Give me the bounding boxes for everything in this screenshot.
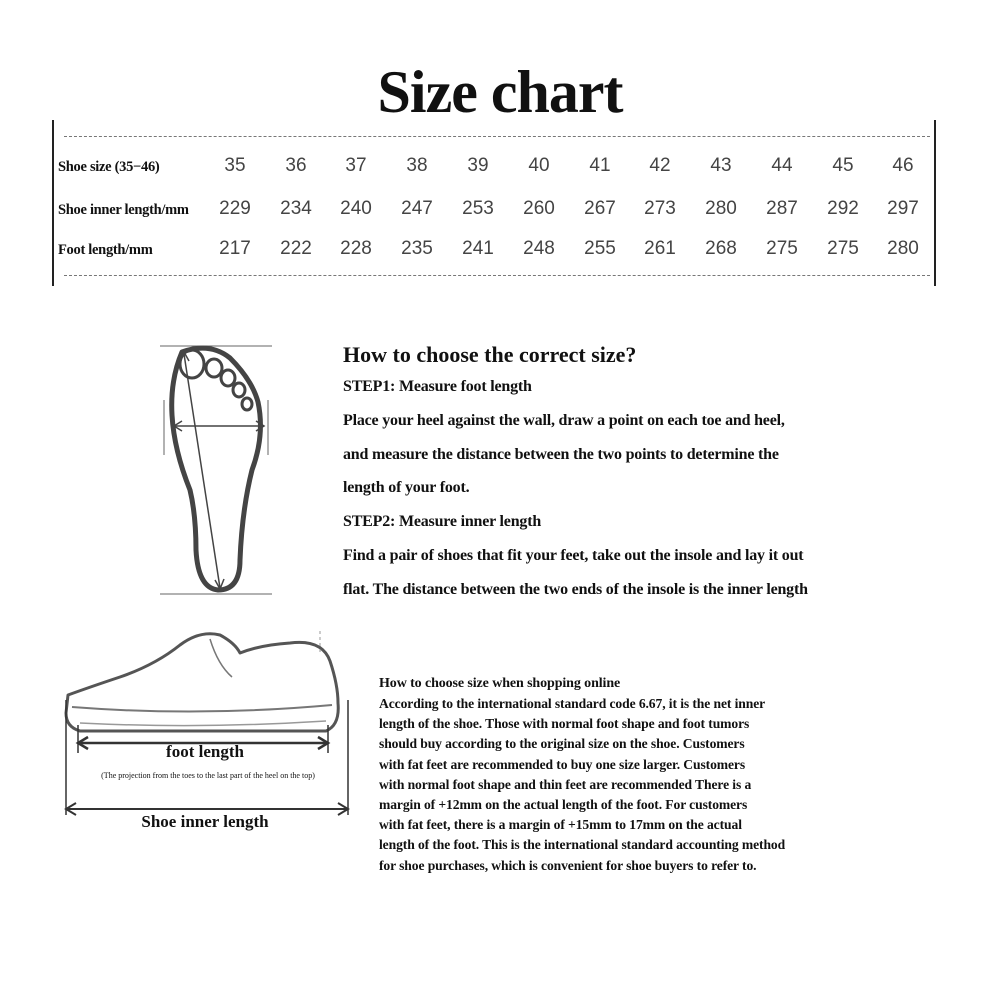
table-cell: 287 <box>766 198 798 219</box>
howto-section <box>343 340 983 607</box>
online-line: length of the foot. This is the international standard accounting method <box>379 837 786 853</box>
table-cell: 247 <box>401 198 433 219</box>
table-row-shoe-size <box>58 155 938 185</box>
inner-length-label: Shoe inner length <box>141 812 269 831</box>
table-left-border <box>52 120 54 286</box>
online-shopping-section <box>379 674 899 876</box>
table-cell: 248 <box>523 238 555 259</box>
howto-line: and measure the distance between the two points to determine the <box>343 445 779 463</box>
row-label: Shoe size (35−46) <box>58 159 160 175</box>
table-cell: 41 <box>589 155 611 176</box>
howto-line: flat. The distance between the two ends of the insole is the inner length <box>343 580 808 598</box>
table-cell: 280 <box>705 198 737 219</box>
table-cell: 46 <box>892 155 914 176</box>
online-line: with fat feet are recommended to buy one size larger. Customers <box>379 756 746 772</box>
table-cell: 275 <box>827 238 859 259</box>
table-cell: 275 <box>766 238 798 259</box>
table-cell: 267 <box>584 198 616 219</box>
shoe-outline-icon <box>60 625 360 820</box>
table-row-foot-length <box>58 238 938 268</box>
table-cell: 235 <box>401 238 433 259</box>
foot-measure-illustration <box>160 340 275 605</box>
table-cell: 35 <box>224 155 246 176</box>
foot-outline-icon <box>160 340 275 600</box>
howto-line: Place your heel against the wall, draw a point on each toe and heel, <box>343 411 785 429</box>
row-label: Foot length/mm <box>58 242 153 258</box>
foot-length-label: foot length <box>166 742 244 761</box>
online-line: for shoe purchases, which is convenient for shoe buyers to refer to. <box>379 857 757 873</box>
table-cell: 44 <box>771 155 793 176</box>
howto-line: length of your foot. <box>343 479 470 497</box>
page-title: Size chart <box>377 59 623 125</box>
table-cell: 222 <box>280 238 312 259</box>
table-top-divider <box>64 136 930 137</box>
table-cell: 240 <box>340 198 372 219</box>
howto-line: Find a pair of shoes that fit your feet, take out the insole and lay it out <box>343 546 804 564</box>
online-heading: How to choose size when shopping online <box>379 676 621 691</box>
online-line: margin of +12mm on the actual length of the foot. For customers <box>379 797 748 813</box>
table-cell: 36 <box>285 155 307 176</box>
table-cell: 261 <box>644 238 676 259</box>
table-cell: 253 <box>462 198 494 219</box>
online-line: with fat feet, there is a margin of +15mm to 17mm on the actual <box>379 817 742 833</box>
table-cell: 268 <box>705 238 737 259</box>
table-cell: 292 <box>827 198 859 219</box>
table-cell: 38 <box>406 155 428 176</box>
table-cell: 255 <box>584 238 616 259</box>
table-cell: 228 <box>340 238 372 259</box>
table-bottom-divider <box>64 275 930 276</box>
online-line: length of the shoe. Those with normal foot shape and foot tumors <box>379 716 750 732</box>
table-cell: 234 <box>280 198 312 219</box>
table-cell: 43 <box>710 155 732 176</box>
online-line: According to the international standard code 6.67, it is the net inner <box>379 696 766 711</box>
howto-line: STEP1: Measure foot length <box>343 378 532 395</box>
online-line: should buy according to the original size on the shoe. Customers <box>379 736 745 752</box>
table-cell: 273 <box>644 198 676 219</box>
howto-line: STEP2: Measure inner length <box>343 513 542 531</box>
table-cell: 229 <box>219 198 251 219</box>
howto-title: How to choose the correct size? <box>343 342 637 367</box>
table-cell: 297 <box>887 198 919 219</box>
table-cell: 280 <box>887 238 919 259</box>
table-cell: 39 <box>467 155 489 176</box>
online-line: with normal foot shape and thin feet are recommended There is a <box>379 776 752 792</box>
table-cell: 37 <box>345 155 367 176</box>
table-cell: 260 <box>523 198 555 219</box>
shoe-measure-illustration <box>60 625 360 825</box>
table-row-inner-length <box>58 198 938 228</box>
projection-note: (The projection from the toes to the last part of the heel on the top) <box>101 771 315 780</box>
table-cell: 40 <box>528 155 550 176</box>
table-cell: 241 <box>462 238 494 259</box>
table-cell: 217 <box>219 238 251 259</box>
row-label: Shoe inner length/mm <box>58 202 189 218</box>
table-cell: 45 <box>832 155 854 176</box>
table-cell: 42 <box>649 155 671 176</box>
